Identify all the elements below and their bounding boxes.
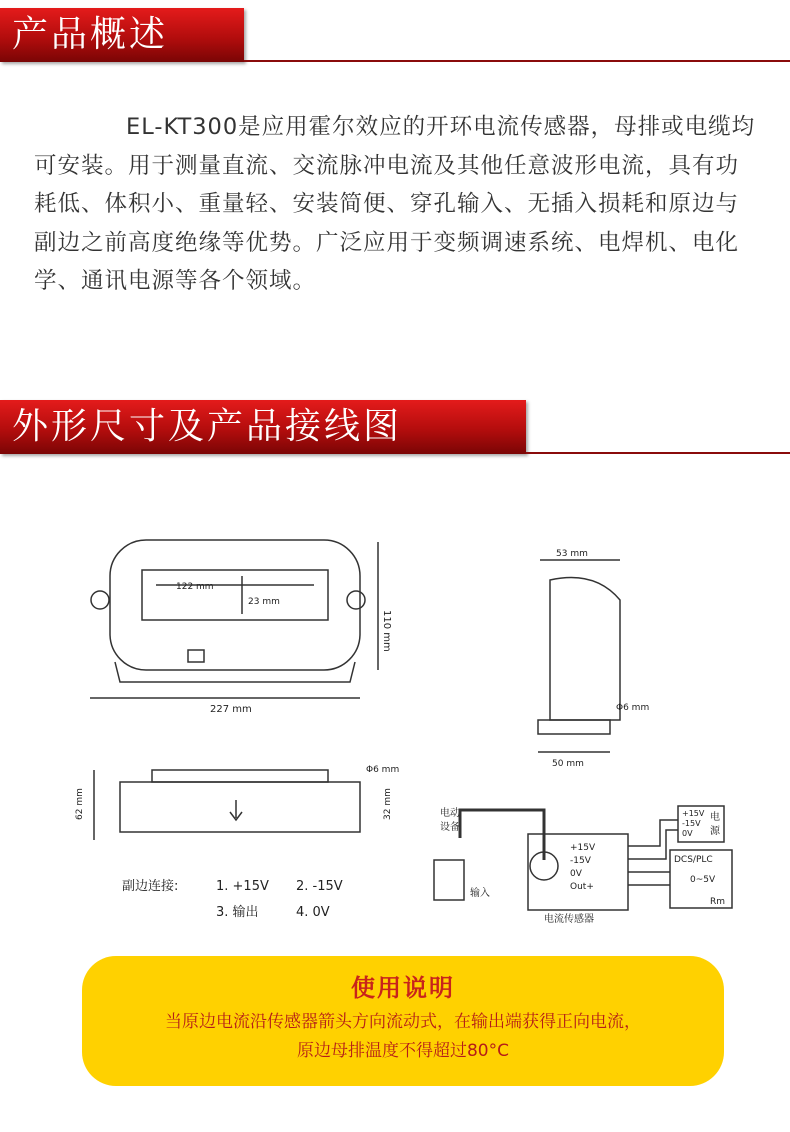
total-height-label: 110 mm: [381, 610, 392, 652]
pin-3: 3. 输出: [216, 905, 259, 920]
mount-ear-right: [347, 591, 365, 609]
pin-1: 1. +15V: [216, 879, 269, 894]
window-height-label: 23 mm: [248, 597, 280, 607]
usage-title: 使用说明: [351, 974, 455, 1002]
pin-4: 4. 0V: [296, 905, 330, 920]
primary-cable: [460, 810, 544, 860]
side-bottom-label: 50 mm: [552, 759, 584, 769]
supply-label: 源: [710, 826, 720, 837]
supply-label: 电: [710, 812, 720, 823]
wiring-diagram: [434, 806, 732, 925]
sensor-terminal: -15V: [570, 856, 591, 866]
dcs-label: DCS/PLC: [674, 855, 713, 865]
usage-line-2: 原边母排温度不得超过80°C: [296, 1041, 509, 1061]
pins-title: 副边连接:: [122, 879, 179, 894]
sensor-terminal: 0V: [570, 869, 582, 879]
side-base: [538, 720, 610, 734]
input-label: 输入: [470, 888, 490, 899]
device-label: 设备: [440, 822, 460, 833]
section-header-dimensions: [0, 400, 790, 454]
side-top-label: 53 mm: [556, 549, 588, 559]
intro-paragraph: EL-KT300是应用霍尔效应的开环电流传感器，母排或电缆均可安装。用于测量直流、交流脉冲电流及其他任意波形电流，具有功耗低、体积小、重量轻、安装简便、穿孔输入、无插入损耗和原边与副边之前高度绝缘等优势。广泛应用于变频调速系统、电焊机、电化学、通讯电源等各个领域。: [34, 114, 756, 294]
range-label: 0~5V: [690, 875, 716, 885]
side-hole-label: Φ6 mm: [616, 703, 650, 713]
motor-device: [434, 860, 464, 900]
connector: [188, 650, 204, 662]
dimension-drawing: [60, 520, 750, 940]
section-title-overview: 产品概述: [0, 8, 244, 62]
header-divider: [244, 60, 790, 62]
sensor-body-bottom: [120, 782, 360, 832]
sensor-label: 电流传感器: [544, 914, 594, 925]
section-header-overview: [0, 8, 790, 62]
usage-notes-box: [82, 956, 724, 1086]
bottom-rail: [152, 770, 328, 782]
header-divider: [526, 452, 790, 454]
bottom-view: [75, 765, 399, 840]
total-width-label: 227 mm: [210, 704, 252, 715]
usage-line-1: 当原边电流沿传感器箭头方向流动式，在输出端获得正向电流，: [165, 1012, 641, 1032]
window-width-label: 122 mm: [176, 582, 214, 592]
pin-assignment: [122, 878, 343, 920]
sensor-terminal: Out+: [570, 882, 594, 892]
rm-label: Rm: [710, 897, 726, 907]
base-foot: [115, 662, 355, 682]
pin-2: 2. -15V: [296, 879, 343, 894]
bottom-inner-label: 32 mm: [383, 788, 393, 820]
mount-ear-left: [91, 591, 109, 609]
device-label: 电动: [440, 808, 460, 819]
side-profile: [550, 578, 620, 721]
side-view: [538, 549, 649, 769]
sensor-body-front: [110, 540, 360, 670]
current-direction-arrow: [230, 800, 242, 820]
sensor-terminal: +15V: [570, 843, 596, 853]
usage-text: [112, 1008, 694, 1066]
front-view: [90, 540, 392, 715]
section-title-dimensions: 外形尺寸及产品接线图: [0, 400, 526, 454]
supply-terminal: +15V: [682, 809, 705, 818]
bottom-hole-label: Φ6 mm: [366, 765, 400, 775]
supply-terminal: 0V: [682, 829, 693, 838]
sensor-window: [142, 570, 328, 620]
bottom-height-label: 62 mm: [75, 788, 85, 820]
supply-terminal: -15V: [682, 819, 701, 828]
